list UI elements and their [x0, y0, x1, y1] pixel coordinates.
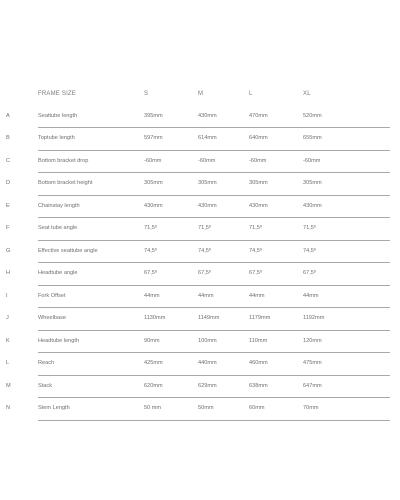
row-label: Headtube length — [38, 337, 80, 344]
row-key: J — [6, 315, 9, 321]
table-row — [6, 241, 390, 264]
row-key: N — [6, 405, 11, 411]
table-row — [6, 263, 390, 286]
header-size-xl: XL — [303, 91, 311, 97]
cell-size-xl: 67,5º — [303, 270, 316, 276]
row-key: H — [6, 270, 11, 276]
cell-size-xl: 655mm — [303, 135, 322, 141]
cell-size-xl: 70mm — [303, 405, 319, 411]
table-row — [6, 196, 390, 219]
row-key: C — [6, 157, 11, 164]
table-row — [6, 173, 390, 196]
row-label: Reach — [38, 360, 55, 366]
cell-size-m: 440mm — [198, 360, 217, 366]
row-key: L — [6, 360, 10, 366]
cell-size-l: 638mm — [249, 382, 268, 389]
cell-size-l: 74,5º — [249, 247, 262, 254]
row-key: F — [6, 225, 10, 231]
row-label: Stem Length — [38, 405, 70, 411]
table-row — [6, 376, 390, 399]
geometry-table — [6, 83, 390, 421]
table-row — [6, 286, 390, 309]
cell-size-s: 74,5º — [144, 247, 157, 254]
cell-size-m: 44mm — [198, 292, 214, 299]
cell-size-l: 470mm — [249, 112, 268, 119]
cell-size-s: 50 mm — [144, 405, 162, 411]
row-key: M — [6, 382, 11, 389]
cell-size-l: 44mm — [249, 292, 265, 299]
row-key: G — [6, 247, 11, 254]
table-row — [6, 398, 390, 421]
cell-size-xl: 305mm — [303, 180, 322, 186]
cell-size-xl: 430mm — [303, 202, 322, 209]
cell-size-s: 44mm — [144, 292, 160, 299]
cell-size-s: 620mm — [144, 382, 163, 389]
header-size-l: L — [249, 91, 253, 97]
cell-size-s: -60mm — [144, 157, 162, 164]
cell-size-l: 110mm — [249, 337, 268, 344]
table-row — [6, 218, 390, 241]
row-key: I — [6, 292, 8, 299]
cell-size-l: 430mm — [249, 202, 268, 209]
row-divider — [38, 420, 390, 421]
cell-size-xl: 647mm — [303, 382, 322, 389]
row-key: K — [6, 337, 10, 344]
cell-size-xl: 475mm — [303, 360, 322, 366]
row-label: Bottom bracket drop — [38, 157, 89, 164]
cell-size-xl: 120mm — [303, 337, 322, 344]
cell-size-l: 305mm — [249, 180, 268, 186]
cell-size-m: 305mm — [198, 180, 217, 186]
cell-size-m: 100mm — [198, 337, 217, 344]
table-row — [6, 331, 390, 354]
cell-size-xl: 520mm — [303, 112, 322, 119]
cell-size-m: 1149mm — [198, 315, 220, 321]
row-label: Seattube length — [38, 112, 78, 119]
row-label: Effective seattube angle — [38, 247, 98, 254]
cell-size-xl: 44mm — [303, 292, 319, 299]
header-size-s: S — [144, 91, 149, 97]
cell-size-l: 60mm — [249, 405, 265, 411]
row-label: Bottom bracket height — [38, 180, 93, 186]
cell-size-m: 74,5º — [198, 247, 211, 254]
cell-size-m: 430mm — [198, 112, 217, 119]
table-row — [6, 151, 390, 174]
cell-size-m: -60mm — [198, 157, 216, 164]
row-label: Headtube angle — [38, 270, 78, 276]
cell-size-m: 629mm — [198, 382, 217, 389]
row-label: Toptube length — [38, 135, 75, 141]
row-key: D — [6, 180, 11, 186]
cell-size-l: 460mm — [249, 360, 268, 366]
cell-size-m: 50mm — [198, 405, 214, 411]
cell-size-s: 67,5º — [144, 270, 157, 276]
cell-size-s: 597mm — [144, 135, 163, 141]
cell-size-m: 430mm — [198, 202, 217, 209]
cell-size-m: 614mm — [198, 135, 217, 141]
table-row — [6, 308, 390, 331]
row-key: E — [6, 202, 10, 209]
cell-size-l: 640mm — [249, 135, 268, 141]
cell-size-s: 90mm — [144, 337, 160, 344]
row-key: A — [6, 112, 10, 119]
cell-size-s: 395mm — [144, 112, 163, 119]
cell-size-s: 71,5º — [144, 225, 157, 231]
table-row — [6, 128, 390, 151]
cell-size-s: 305mm — [144, 180, 163, 186]
row-label: Chainstay length — [38, 202, 80, 209]
row-label: Fork Offset — [38, 292, 66, 299]
cell-size-s: 425mm — [144, 360, 163, 366]
cell-size-xl: 71,5º — [303, 225, 316, 231]
cell-size-l: -60mm — [249, 157, 267, 164]
cell-size-xl: 1192mm — [303, 315, 325, 321]
cell-size-m: 67,5º — [198, 270, 211, 276]
row-label: Wheelbase — [38, 315, 66, 321]
table-header-row — [6, 83, 390, 106]
row-label: Seat tube angle — [38, 225, 78, 231]
row-label: Stack — [38, 382, 52, 389]
table-row — [6, 106, 390, 129]
cell-size-xl: -60mm — [303, 157, 321, 164]
cell-size-m: 71,5º — [198, 225, 211, 231]
header-size-m: M — [198, 91, 204, 97]
row-key: B — [6, 135, 10, 141]
cell-size-l: 1179mm — [249, 315, 271, 321]
cell-size-s: 430mm — [144, 202, 163, 209]
header-frame-size: FRAME SIZE — [38, 91, 77, 97]
table-row — [6, 353, 390, 376]
cell-size-l: 71,5º — [249, 225, 262, 231]
cell-size-s: 1130mm — [144, 315, 166, 321]
cell-size-l: 67,5º — [249, 270, 262, 276]
cell-size-xl: 74,5º — [303, 247, 316, 254]
